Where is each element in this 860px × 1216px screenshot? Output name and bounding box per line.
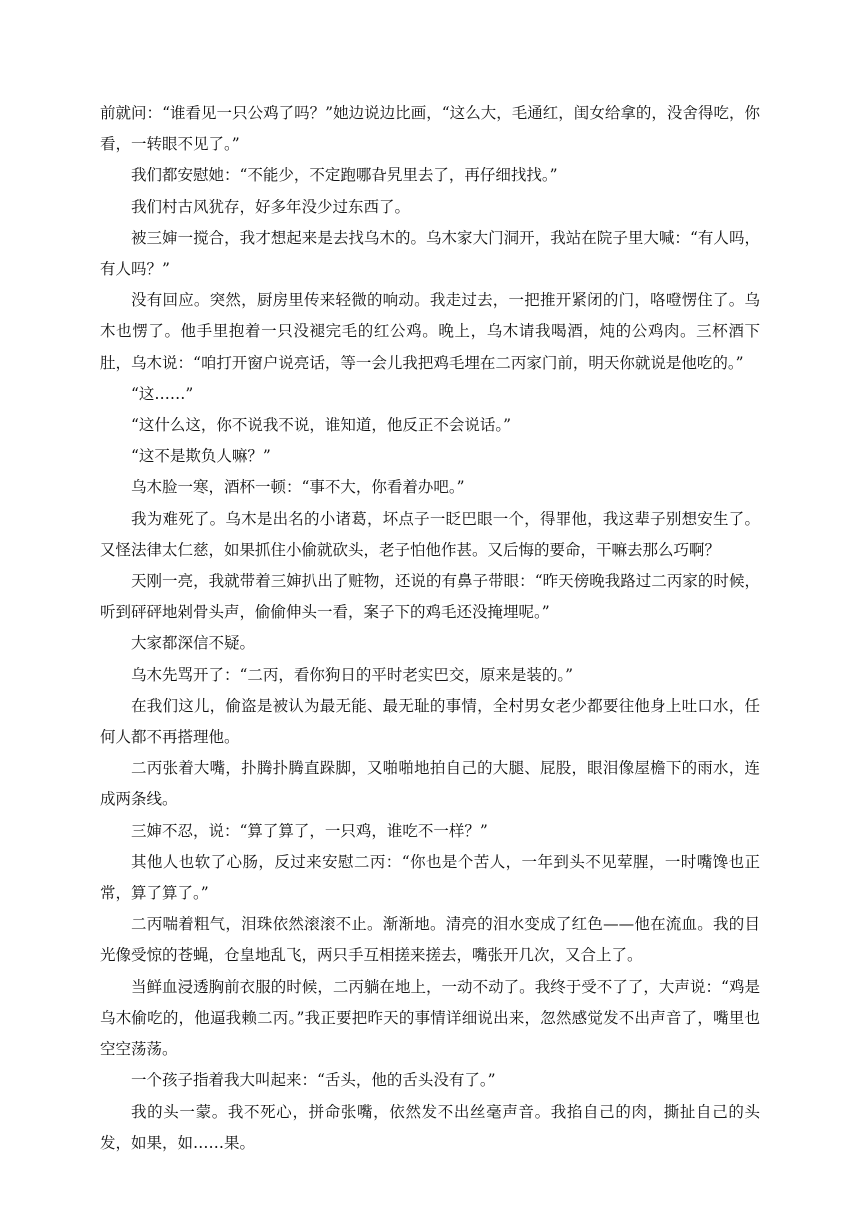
paragraph-18: 二丙喘着粗气，泪珠依然滚滚不止。渐渐地。清亮的泪水变成了红色——他在流血。我的目光像受惊的苍蝇，仓皇地乱飞，两只手互相搓来搓去，嘴张开几次，又合上了。 bbox=[100, 915, 760, 965]
paragraph-17: 其他人也软了心肠，反过来安慰二丙：“你也是个苦人，一年到头不见荤腥，一时嘴馋也正常，算了算了。” bbox=[100, 852, 760, 903]
paragraph-5: 没有回应。突然，厨房里传来轻微的响动。我走过去，一把推开紧闭的门，咯噔愣住了。乌木也愣了。他手里抱着一只没褪完毛的红公鸡。晚上，乌木请我喝酒，炖的公鸡肉。三杯酒下肚，乌木说：“咱打开窗户说亮话，等一会儿我把鸡毛埋在二丙家门前，明天你就说是他吃的。” bbox=[100, 291, 760, 372]
paragraph-21: 我的头一蒙。我不死心，拼命张嘴，依然发不出丝毫声音。我掐自己的肉，撕扯自己的头发，如果，如……果。 bbox=[100, 1102, 760, 1152]
paragraph-2: 我们都安慰她：“不能少，不定跑哪旮旯里去了，再仔细找找。” bbox=[131, 166, 558, 185]
paragraph-1: 前就问：“谁看见一只公鸡了吗？”她边说边比画，“这么大，毛通红，闺女给拿的，没舍得吃，你看，一转眼不见了。” bbox=[100, 104, 760, 154]
paragraph-12: 大家都深信不疑。 bbox=[131, 634, 256, 653]
document-body bbox=[100, 98, 760, 1159]
paragraph-9: 乌木脸一寒，酒杯一顿：“事不大，你看着办吧。” bbox=[131, 478, 465, 497]
paragraph-14: 在我们这儿，偷盗是被认为最无能、最无耻的事情，全村男女老少都要往他身上吐口水，任何人都不再搭理他。 bbox=[100, 696, 760, 747]
paragraph-8: “这不是欺负人嘛？” bbox=[131, 447, 271, 466]
paragraph-20: 一个孩子指着我大叫起来：“舌头，他的舌头没有了。” bbox=[131, 1071, 496, 1090]
paragraph-7: “这什么这，你不说我不说，谁知道，他反正不会说话。” bbox=[131, 416, 512, 435]
paragraph-3: 我们村古风犹存，好多年没少过东西了。 bbox=[131, 197, 411, 216]
paragraph-11: 天刚一亮，我就带着三婶扒出了赃物，还说的有鼻子带眼：“昨天傍晚我路过二丙家的时候，听到砰砰地剁骨头声，偷偷伸头一看，案子下的鸡毛还没掩埋呢。” bbox=[100, 572, 760, 622]
paragraph-15: 二丙张着大嘴，扑腾扑腾直跺脚，又啪啪地拍自己的大腿、屁股，眼泪像屋檐下的雨水，连成两条线。 bbox=[100, 759, 760, 809]
paragraph-4: 被三婶一搅合，我才想起来是去找乌木的。乌木家大门洞开，我站在院子里大喊：“有人吗，有人吗？” bbox=[100, 228, 760, 279]
paragraph-13: 乌木先骂开了：“二丙，看你狗日的平时老实巴交，原来是装的。” bbox=[131, 665, 574, 684]
paragraph-19: 当鲜血浸透胸前衣服的时候，二丙躺在地上，一动不动了。我终于受不了了，大声说：“鸡是乌木偷吃的，他逼我赖二丙。”我正要把昨天的事情详细说出来，忽然感觉发不出声音了，嘴里也空空荡荡。 bbox=[100, 977, 760, 1059]
paragraph-16: 三婶不忍，说：“算了算了，一只鸡，谁吃不一样？” bbox=[131, 821, 488, 840]
paragraph-10: 我为难死了。乌木是出名的小诸葛，坏点子一眨巴眼一个，得罪他，我这辈子别想安生了。又怪法律太仁慈，如果抓住小偷就砍头，老子怕他作甚。又后悔的要命，干嘛去那么巧啊？ bbox=[100, 509, 760, 559]
paragraph-6: “这……” bbox=[131, 384, 194, 403]
